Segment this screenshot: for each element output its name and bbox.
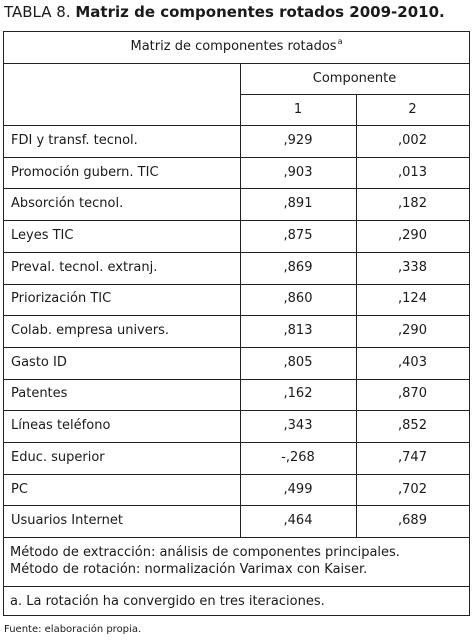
table-caption — [4, 2, 445, 22]
loading-component-1: ,464 — [283, 513, 313, 528]
row-divider — [4, 252, 469, 253]
group-header-rule — [240, 94, 469, 95]
convergence-footnote: a. La rotación ha convergido en tres iteraciones. — [10, 594, 325, 609]
row-label: Patentes — [11, 386, 68, 401]
group-header: Componente — [312, 71, 397, 86]
row-divider — [4, 284, 469, 285]
extraction-method-note: Método de extracción: análisis de componentes principales. — [10, 545, 400, 560]
table-title: Matriz de componentes rotados 2009-2010. — [75, 3, 445, 21]
loading-component-2: ,689 — [398, 513, 427, 528]
row-divider — [4, 379, 469, 380]
loading-component-2: ,870 — [398, 386, 427, 401]
loading-component-2: ,338 — [398, 260, 427, 275]
title-rule — [4, 63, 469, 64]
row-divider — [4, 347, 469, 348]
body-rule — [4, 537, 469, 538]
loading-component-2: ,013 — [398, 165, 427, 180]
row-divider — [4, 410, 469, 411]
row-divider — [4, 220, 469, 221]
loading-component-2: ,182 — [398, 196, 427, 211]
row-divider — [4, 188, 469, 189]
row-label: Promoción gubern. TIC — [11, 165, 159, 180]
loading-component-2: ,852 — [398, 418, 427, 433]
loading-component-1: ,805 — [283, 355, 313, 370]
notes-rule — [4, 586, 469, 587]
row-label: Priorización TIC — [11, 291, 112, 306]
row-label: Líneas teléfono — [11, 418, 111, 433]
column-header-2: 2 — [408, 102, 417, 117]
matrix-title-text: Matriz de componentes rotados — [130, 39, 337, 54]
row-label: FDI y transf. tecnol. — [11, 133, 138, 148]
loading-component-2: ,403 — [398, 355, 427, 370]
row-label: Usuarios Internet — [11, 513, 123, 528]
loading-component-1: ,162 — [283, 386, 313, 401]
source-note: Fuente: elaboración propia. — [4, 624, 142, 635]
matrix-title — [4, 39, 469, 56]
row-label: Leyes TIC — [11, 228, 74, 243]
row-divider — [4, 442, 469, 443]
row-label: Preval. tecnol. extranj. — [11, 260, 158, 275]
loading-component-1: ,813 — [283, 323, 313, 338]
loading-component-1: ,875 — [283, 228, 313, 243]
loading-component-1: ,903 — [283, 165, 313, 180]
row-divider — [4, 505, 469, 506]
loading-component-1: ,929 — [283, 133, 313, 148]
row-divider — [4, 157, 469, 158]
table-label: TABLA 8. — [4, 3, 71, 21]
loading-component-2: ,002 — [398, 133, 427, 148]
row-label: Absorción tecnol. — [11, 196, 124, 211]
row-label: Educ. superior — [11, 450, 105, 465]
row-label: Colab. empresa univers. — [11, 323, 169, 338]
loading-component-2: ,290 — [398, 323, 427, 338]
loading-component-2: ,290 — [398, 228, 427, 243]
loading-component-1: ,343 — [283, 418, 313, 433]
loading-component-2: ,747 — [398, 450, 427, 465]
row-divider — [4, 474, 469, 475]
matrix-title-superscript: a — [337, 37, 343, 46]
loading-component-2: ,124 — [398, 291, 427, 306]
rotation-method-note: Método de rotación: normalización Varimax con Kaiser. — [10, 562, 368, 577]
row-label: Gasto ID — [11, 355, 67, 370]
loading-component-1: -,268 — [281, 450, 315, 465]
column-header-1: 1 — [293, 102, 303, 117]
row-divider — [4, 315, 469, 316]
loading-component-1: ,860 — [283, 291, 313, 306]
loading-component-1: ,869 — [283, 260, 313, 275]
components-matrix-table — [3, 31, 470, 616]
row-label: PC — [11, 482, 28, 497]
loading-component-1: ,891 — [283, 196, 313, 211]
loading-component-2: ,702 — [398, 482, 427, 497]
loading-component-1: ,499 — [283, 482, 313, 497]
header-rule — [4, 125, 469, 126]
